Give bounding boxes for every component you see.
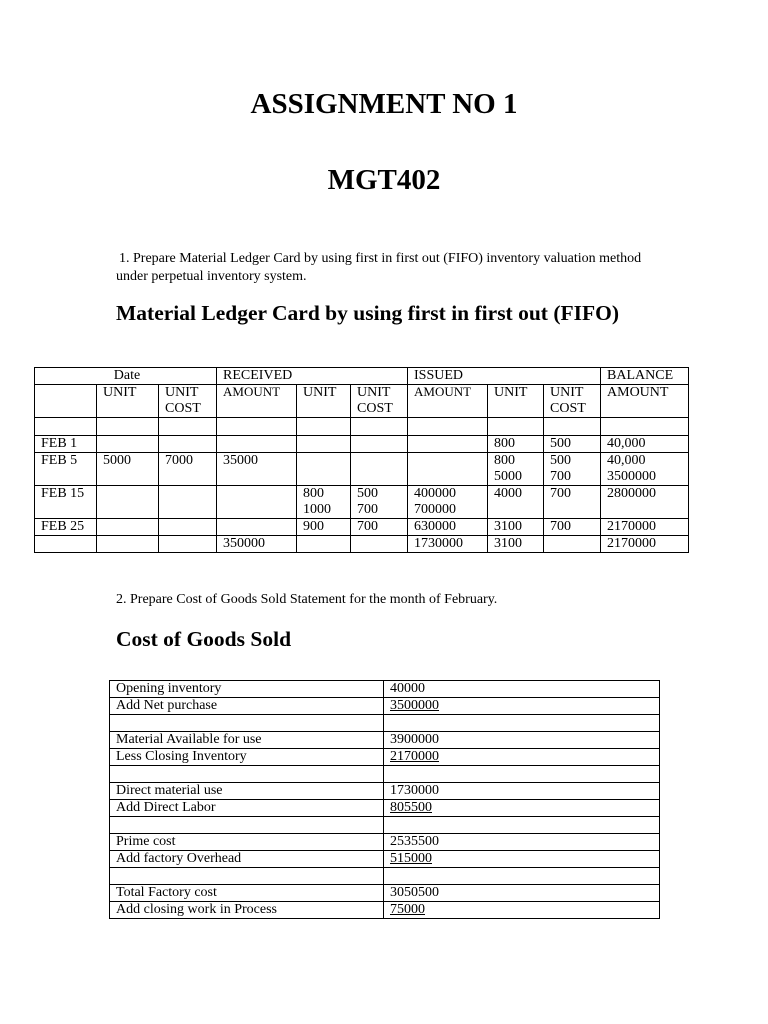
cogs-value: 3900000 [384, 732, 660, 749]
cogs-row [110, 715, 660, 732]
ledger-cell-date: FEB 1 [35, 436, 97, 453]
cogs-value: 75000 [384, 902, 660, 919]
cogs-label: Add factory Overhead [110, 851, 384, 868]
ledger-heading: Material Ledger Card by using first in first out (FIFO) [116, 301, 620, 325]
ledger-cell-date [35, 536, 97, 553]
ledger-cell-b-cost [544, 536, 601, 553]
ledger-row [35, 519, 689, 536]
ledger-cell-i-cost: 700 [351, 519, 408, 536]
cogs-label [110, 766, 384, 783]
ledger-row [35, 486, 689, 519]
received-amount-header: AMOUNT [217, 385, 297, 418]
ledger-cell-r-amount [217, 519, 297, 536]
cogs-label: Add Net purchase [110, 698, 384, 715]
cogs-label: Less Closing Inventory [110, 749, 384, 766]
ledger-cell-i-cost: 500 700 [351, 486, 408, 519]
received-unit-header: UNIT [97, 385, 159, 418]
cogs-heading: Cost of Goods Sold [116, 627, 292, 651]
ledger-cell-i-cost [351, 453, 408, 486]
cogs-label: Add Direct Labor [110, 800, 384, 817]
ledger-cell-b-amount: 2170000 [601, 536, 689, 553]
ledger-cell-b-cost: 700 [544, 486, 601, 519]
ledger-cell-b-amount: 40,000 3500000 [601, 453, 689, 486]
cogs-value: 1730000 [384, 783, 660, 800]
ledger-cell-b-cost: 500 [544, 436, 601, 453]
balance-amount-header: AMOUNT [601, 385, 689, 418]
cogs-label: Direct material use [110, 783, 384, 800]
ledger-cell-b-unit: 800 [488, 436, 544, 453]
cogs-label [110, 817, 384, 834]
ledger-cell-r-unit [97, 486, 159, 519]
cogs-row [110, 783, 660, 800]
ledger-cell-i-amount: 1730000 [408, 536, 488, 553]
cogs-row [110, 834, 660, 851]
ledger-cell-i-cost [351, 436, 408, 453]
header-date: Date [35, 368, 217, 385]
ledger-cell-r-amount: 35000 [217, 453, 297, 486]
ledger-cell-b-cost: 500 700 [544, 453, 601, 486]
cogs-row [110, 817, 660, 834]
ledger-cell-i-amount: 400000 700000 [408, 486, 488, 519]
course-code: MGT402 [327, 164, 441, 196]
assignment-title: ASSIGNMENT NO 1 [250, 88, 518, 120]
ledger-cell-b-unit: 3100 [488, 536, 544, 553]
cogs-row [110, 749, 660, 766]
ledger-cell-b-amount: 40,000 [601, 436, 689, 453]
ledger-cell-r-cost: 7000 [159, 453, 217, 486]
cogs-value: 2170000 [384, 749, 660, 766]
cogs-row [110, 868, 660, 885]
cogs-label: Prime cost [110, 834, 384, 851]
question-2: 2. Prepare Cost of Goods Sold Statement for the month of February. [116, 592, 498, 607]
ledger-cell-i-unit [297, 536, 351, 553]
ledger-cell-b-unit: 4000 [488, 486, 544, 519]
cogs-label [110, 868, 384, 885]
sub-header-empty [35, 385, 97, 418]
ledger-cell-r-unit: 5000 [97, 453, 159, 486]
ledger-row [35, 453, 689, 486]
question-1: 1. Prepare Material Ledger Card by using first in first out (FIFO) inventory valuation method under perpetual inventory system. [116, 251, 642, 284]
ledger-cell-i-unit [297, 453, 351, 486]
ledger-cell-r-amount [217, 486, 297, 519]
ledger-cell-i-unit [297, 436, 351, 453]
cogs-row [110, 902, 660, 919]
ledger-cell-r-unit [97, 519, 159, 536]
ledger-cell-r-cost [159, 486, 217, 519]
header-received: RECEIVED [217, 368, 408, 385]
ledger-cell-r-unit [97, 536, 159, 553]
ledger-cell-date: FEB 25 [35, 519, 97, 536]
ledger-cell-b-unit: 3100 [488, 519, 544, 536]
ledger-cell-r-amount: 350000 [217, 536, 297, 553]
cogs-value: 40000 [384, 681, 660, 698]
ledger-cell-b-amount: 2170000 [601, 519, 689, 536]
cogs-value [384, 766, 660, 783]
cogs-label: Add closing work in Process [110, 902, 384, 919]
cogs-table [109, 680, 660, 919]
ledger-cell-i-unit: 900 [297, 519, 351, 536]
cogs-value: 515000 [384, 851, 660, 868]
ledger-cell-i-unit: 800 1000 [297, 486, 351, 519]
issued-amount-header: AMOUNT [408, 385, 488, 418]
cogs-value: 3500000 [384, 698, 660, 715]
ledger-cell-r-cost [159, 536, 217, 553]
balance-unit-cost-header: UNIT COST [544, 385, 601, 418]
material-ledger-table [34, 367, 689, 553]
cogs-row [110, 732, 660, 749]
ledger-cell-r-cost [159, 436, 217, 453]
received-unit-cost-header: UNIT COST [159, 385, 217, 418]
ledger-cell-b-amount: 2800000 [601, 486, 689, 519]
cogs-value: 2535500 [384, 834, 660, 851]
ledger-cell-r-cost [159, 519, 217, 536]
ledger-cell-date: FEB 15 [35, 486, 97, 519]
cogs-value: 805500 [384, 800, 660, 817]
ledger-group-header-row [35, 368, 689, 385]
cogs-label: Opening inventory [110, 681, 384, 698]
ledger-cell-i-amount [408, 453, 488, 486]
ledger-cell-r-amount [217, 436, 297, 453]
cogs-label: Material Available for use [110, 732, 384, 749]
balance-unit-header: UNIT [488, 385, 544, 418]
cogs-row [110, 681, 660, 698]
issued-unit-header: UNIT [297, 385, 351, 418]
cogs-row [110, 800, 660, 817]
ledger-sub-header-row [35, 385, 689, 418]
cogs-value: 3050500 [384, 885, 660, 902]
ledger-spacer-row [35, 418, 689, 436]
cogs-value [384, 868, 660, 885]
cogs-row [110, 766, 660, 783]
cogs-row [110, 851, 660, 868]
cogs-row [110, 885, 660, 902]
cogs-value [384, 715, 660, 732]
ledger-cell-i-amount: 630000 [408, 519, 488, 536]
ledger-cell-i-amount [408, 436, 488, 453]
ledger-row [35, 536, 689, 553]
ledger-cell-i-cost [351, 536, 408, 553]
cogs-row [110, 698, 660, 715]
ledger-row [35, 436, 689, 453]
header-balance: BALANCE [601, 368, 689, 385]
cogs-value [384, 817, 660, 834]
issued-unit-cost-header: UNIT COST [351, 385, 408, 418]
ledger-cell-r-unit [97, 436, 159, 453]
cogs-label: Total Factory cost [110, 885, 384, 902]
header-issued: ISSUED [408, 368, 601, 385]
ledger-cell-date: FEB 5 [35, 453, 97, 486]
cogs-label [110, 715, 384, 732]
ledger-cell-b-cost: 700 [544, 519, 601, 536]
ledger-cell-b-unit: 800 5000 [488, 453, 544, 486]
